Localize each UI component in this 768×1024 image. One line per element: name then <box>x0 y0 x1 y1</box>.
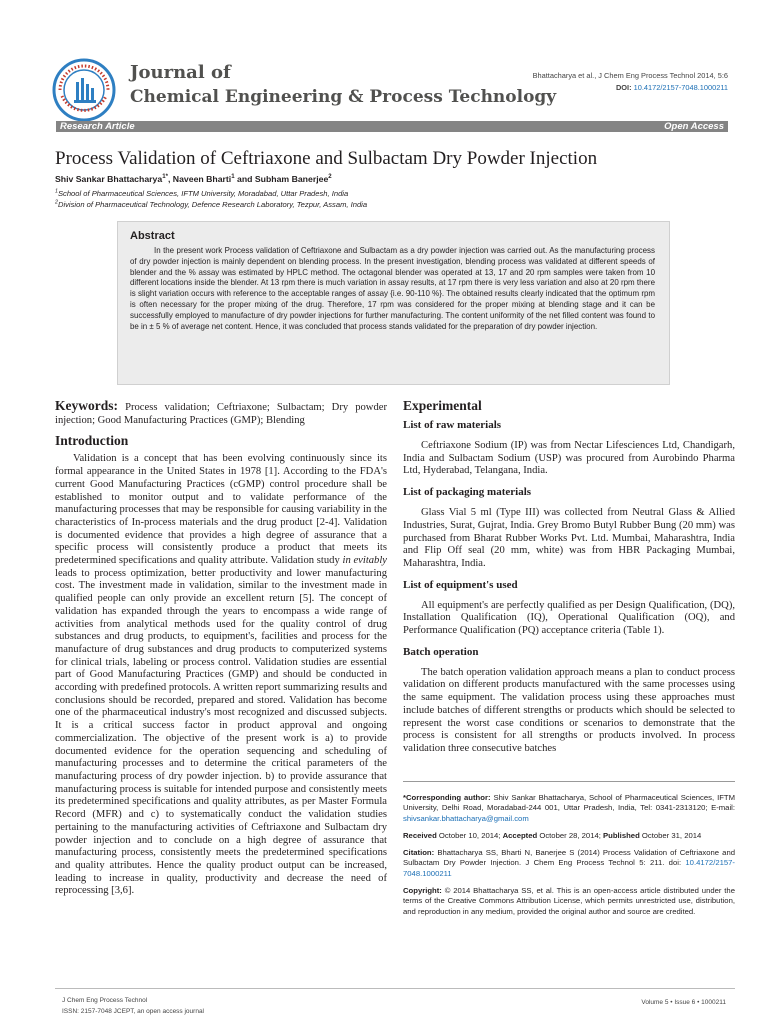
packaging-heading: List of packaging materials <box>403 486 532 499</box>
copyright-note: Copyright: © 2014 Bhattacharya SS, et al. This is an open-access article distributed under the terms of the Creative Commons Attribution License, which permits unrestricted use, distribution, and reproduction in any medium, provided the original author and source are credited. <box>403 886 735 916</box>
email-link[interactable]: shivsankar.bhattacharya@gmail.com <box>403 813 529 823</box>
affiliations <box>55 189 367 210</box>
citation-doi-link[interactable]: 10.4172/2157-7048.1000211 <box>403 858 735 878</box>
author-affiliation-mark: 1* <box>162 173 168 181</box>
keywords <box>55 400 387 427</box>
keywords-text: Process validation; Ceftriaxone; Sulbactam; Dry powder injection; Good Manufacturing Practices (GMP); Blending <box>55 402 387 426</box>
affiliation: $^2$Division of Pharmaceutical Technology, Defence Research Laboratory, Tezpur, Assam, India <box>55 198 368 209</box>
journal-title-line1: Journal of <box>130 62 231 83</box>
raw-materials-heading: List of raw materials <box>403 419 502 431</box>
raw-materials-text: Ceftriaxone Sodium (IP) was from Nectar Lifesciences Ltd, Chandigarh, India and Sulbactam Sodium (USP) was procured from Aurobindo Pharma Ltd, Hyderabad, Telangana, India. <box>403 440 735 477</box>
packaging-text: Glass Vial 5 ml (Type III) was collected from Neutral Glass & Allied Industries, Surat, Gujrat, India. Grey Bromo Butyl Rubber Bung (20 mm) was purchased from Bharat Rubber Works Pvt. Ltd. Mumbai, Maharashtra, India and Flip Off seal (20 mm, white) was from HBR Packaging Mumbai, Maharashtra, India. <box>403 507 735 569</box>
introduction-heading: Introduction <box>55 433 129 449</box>
left-column <box>55 400 387 898</box>
introduction-paragraph: Validation is a concept that has been evolving continuously since its formal appearance in the United States in 1978 [1]. According to the FDA's current Good Manufacturing Practices (cGMP) control procedure shall be established to monitor output and to validate performance of the manufacturing processes that may be responsible for causing variability in the characteristics of In-process materials and the drug product [2-4]. Validation is documented evidence that provides a high degree of assurance that a specific process will consistently produce a product that meets its predetermined specifications and quality attribute. Validation study in evitably leads to process optimization, better productivity and lower manufacturing cost. The investment made in validation, similar to the investment made in qualified people can only provide an excellent return [5]. The concept of validation has expanded through the years to encompass a wide range of activities from analytical methods used for the quality control of drug substances and drug products, to equipment's, facilities and process for the manufacture of drug substances and drug products to computerized systems for clinical trials, labeling or process control. Validation studies are essential part of Good Manufacturing Practices (GMP) and should be conducted in according with predefined protocols. A written report summarizing results and conclusions should be recorded, prepared and stored. Validation has become one of the pharmaceutical industry's most recognized and discussed subjects. It is a critical success factor in product approval and ongoing commercialization. The objective of the present work is a) to provide documented evidence for the operation sequencing and scheduling of manufacturing processes and to determine the critical parameters of the manufacturing process of dry powder injection. b) to provide assurance that manufacturing process is suitable for intended purpose and consistently meets its predetermined specifications and quality attributes, as per Master Formula Record (MFR) and c) to systematically conduct the validation studies pertaining to the manufacturing activities of Ceftriaxone and Sulbactam dry powder injection and to conclude on a high degree of assurance that manufacturing process, consistently meets the predetermined specifications and quality attributes. Hence the quality product output can be increased, leading to increase in quality, productivity and decrease the need of reprocessing [3,6]. <box>55 453 387 897</box>
footer-divider <box>55 988 735 989</box>
open-access-label: Open Access <box>664 121 724 132</box>
affiliation: $^1$School of Pharmaceutical Sciences, IFTM University, Moradabad, Uttar Pradesh, India <box>55 188 349 198</box>
citation-header <box>533 70 728 94</box>
author-affiliation-mark: 1 <box>231 173 235 181</box>
citation-note: Citation: Bhattacharya SS, Bharti N, Banerjee S (2014) Process Validation of Ceftriaxone and Sulbactam Dry Powder Injection. J Chem Eng Process Technol 5: 211. doi: 10.4172/2157-7048.1000211 <box>403 848 735 878</box>
abstract-box <box>117 221 670 385</box>
article-type-bar <box>56 121 728 132</box>
author-name: Shiv Sankar Bhattacharya <box>55 174 163 184</box>
doi-label: DOI: <box>615 83 634 92</box>
journal-logo-icon <box>52 58 116 122</box>
article-title: Process Validation of Ceftriaxone and Sulbactam Dry Powder Injection <box>55 148 598 169</box>
batch-operation-heading: Batch operation <box>403 645 479 658</box>
keywords-label: Keywords: <box>55 398 118 413</box>
footer-left <box>62 995 204 1017</box>
abstract-text: In the present work Process validation of Ceftriaxone and Sulbactam as a dry powder injection was carried out. As the manufacturing process of dry powder injection is mainly dependent on blending process. In the present investigation, blending process was validated at different speeds of blender and the % assay was estimated by HPLC method. The octagonal blender was operated at 13, 17 and 20 rpm samples were taken from 10 different locations inside the blender. At 13 rpm there is much variation in assay results, at 17 rpm there is very less variation and also at 20 rpm there is slight variation occurs with reference to the acceptable ranges of assay {i.e. 90-110 %}. The obtained results clearly indicated that the optimum rpm is often necessary for the proper mixing of the drug. Therefore, 17 rpm was considered for the proper mixing at blending stage and it can be successfully employed to manufacture of dry powder injections for further manufacturing. The content uniformity of the net filled content was found to be in ± 5 % of average net content. Hence, it was concluded that process stands validated for the preparation of dry powder injection. <box>130 246 655 331</box>
doi-link[interactable]: 10.4172/2157-7048.1000211 <box>633 83 728 92</box>
abstract-heading: Abstract <box>130 230 175 242</box>
article-notes <box>403 793 735 924</box>
journal-title-line2: Chemical Engineering & Process Technology <box>130 87 557 107</box>
equipment-text: All equipment's are perfectly qualified as per Design Qualification, (DQ), Installation Qualification (IQ), Operational Qualification (OQ), and Performance Qualification (PQ) acceptance criteria (Table 1). <box>403 599 735 637</box>
footer-issn: ISSN: 2157-7048 JCEPT, an open access journal <box>62 1008 205 1015</box>
batch-operation-text: The batch operation validation approach means a plan to conduct process validation on different products manufactured with the same processes using the same equipment. The validation process using these approaches must include batches of different strengths or products which should be selected to represent the worst case conditions or scenarios to demonstrate that the process is consistent for all strengths or products involved. In process validation three consecutive batches <box>403 666 735 754</box>
footer-volume: Volume 5 • Issue 6 • 1000211 <box>641 999 726 1006</box>
doi-line <box>533 82 728 94</box>
equipment-heading: List of equipment's used <box>403 578 518 591</box>
right-column <box>403 398 735 756</box>
footnote-divider <box>403 781 735 782</box>
experimental-heading: Experimental <box>403 398 482 413</box>
author-list <box>55 174 332 184</box>
author-separator: , <box>167 174 173 184</box>
dates: Received October 10, 2014; Accepted October 28, 2014; Published October 31, 2014 <box>403 830 702 840</box>
research-article-label: Research Article <box>60 121 135 132</box>
citation-line: Bhattacharya et al., J Chem Eng Process Technol 2014, 5:6 <box>532 71 728 80</box>
author-affiliation-mark: 2 <box>328 173 332 181</box>
journal-title <box>130 60 556 110</box>
author-name: Subham Banerjee <box>254 174 329 184</box>
author-name: Naveen Bharti <box>172 174 232 184</box>
corresponding-author: *Corresponding author: Shiv Sankar Bhattacharya, School of Pharmaceutical Sciences, IFTM University, Delhi Road, Moradabad-244 001, Uttar Pradesh, India, Tel: 0341-2313120; E-mail: shivsankar.bhattacharya@gmail.com <box>403 793 735 823</box>
author-separator: and <box>234 174 255 184</box>
footer-journal: J Chem Eng Process Technol <box>62 997 148 1004</box>
